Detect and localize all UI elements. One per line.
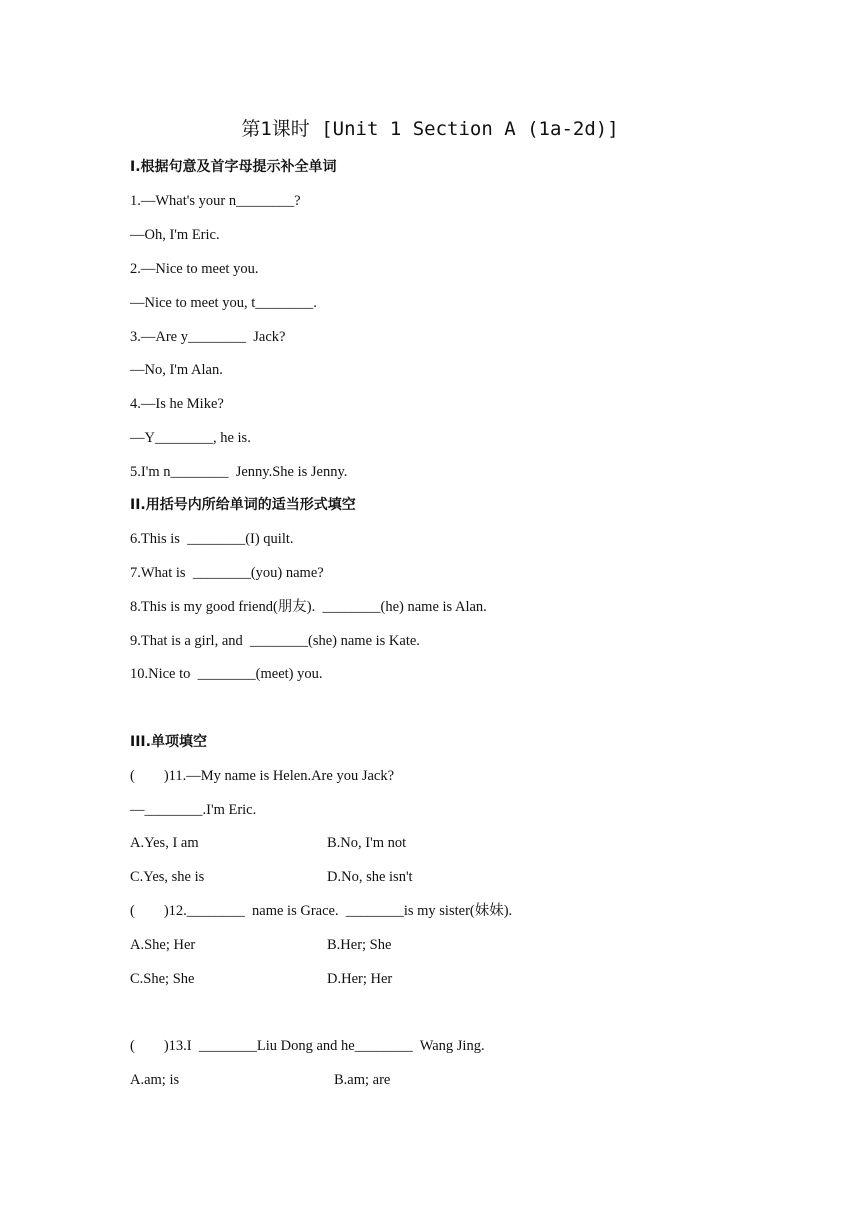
- question-line: 7.What is ________(you) name?: [130, 565, 324, 581]
- section-3-heading: III.单项填空: [130, 734, 207, 750]
- section-2-heading: II.用括号内所给单词的适当形式填空: [130, 497, 356, 513]
- option-c: C.Yes, she is: [130, 869, 205, 885]
- question-line: —Y________, he is.: [130, 430, 251, 446]
- option-c: C.She; She: [130, 971, 195, 987]
- question-line: 5.I'm n________ Jenny.She is Jenny.: [130, 464, 348, 480]
- question-line: 4.—Is he Mike?: [130, 396, 224, 412]
- question-11-stem-2: —________.I'm Eric.: [130, 802, 257, 818]
- option-d: D.Her; Her: [327, 971, 393, 987]
- section-1-heading: I.根据句意及首字母提示补全单词: [130, 159, 337, 175]
- option-b: B.am; are: [334, 1072, 391, 1088]
- page-title: 第1课时 [Unit 1 Section A (1a-2d)]: [241, 118, 619, 140]
- option-a: A.am; is: [130, 1072, 180, 1088]
- option-b: B.Her; She: [327, 937, 392, 953]
- question-line: 8.This is my good friend(朋友). ________(he) name is Alan.: [130, 599, 487, 615]
- question-line: 3.—Are y________ Jack?: [130, 329, 286, 345]
- question-line: —No, I'm Alan.: [130, 362, 223, 378]
- option-a: A.Yes, I am: [130, 835, 199, 851]
- question-12-stem: ( )12.________ name is Grace. ________is my sister(妹妹).: [130, 903, 513, 919]
- question-line: —Nice to meet you, t________.: [130, 295, 317, 311]
- question-line: 2.—Nice to meet you.: [130, 261, 259, 277]
- question-line: 6.This is ________(I) quilt.: [130, 531, 294, 547]
- question-line: 9.That is a girl, and ________(she) name is Kate.: [130, 633, 420, 649]
- question-line: 1.—What's your n________?: [130, 193, 301, 209]
- option-a: A.She; Her: [130, 937, 196, 953]
- option-d: D.No, she isn't: [327, 869, 413, 885]
- question-13-stem: ( )13.I ________Liu Dong and he________ Wang Jing.: [130, 1038, 485, 1054]
- option-b: B.No, I'm not: [327, 835, 407, 851]
- question-line: —Oh, I'm Eric.: [130, 227, 220, 243]
- question-line: 10.Nice to ________(meet) you.: [130, 666, 323, 682]
- question-11-stem: ( )11.—My name is Helen.Are you Jack?: [130, 768, 395, 784]
